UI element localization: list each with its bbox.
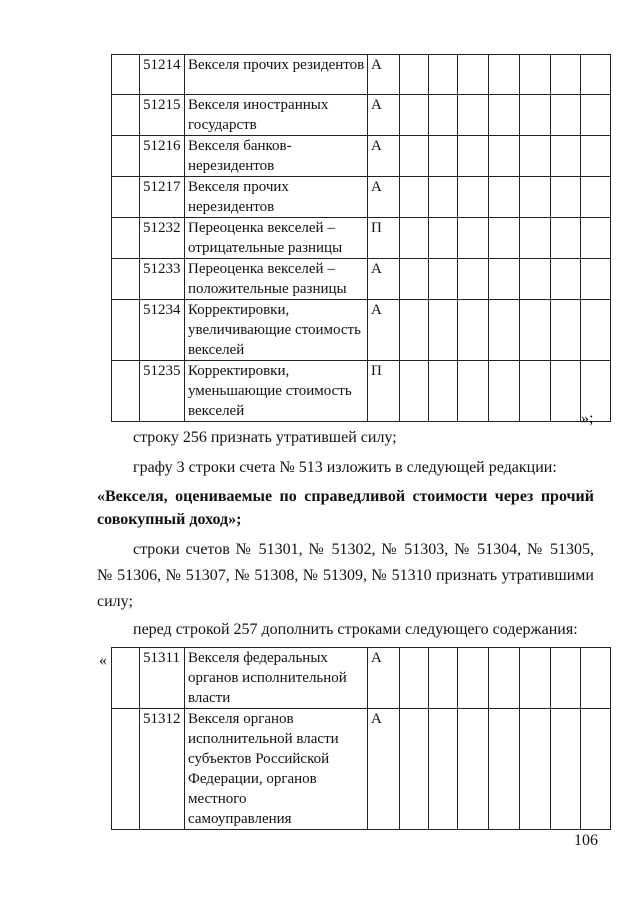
empty-cell [581,300,611,361]
account-code: 51312 [140,709,185,830]
blank-cell [112,648,140,709]
blank-cell [112,361,140,422]
table-row [112,709,611,830]
empty-cell [458,361,489,422]
empty-cell [489,259,520,300]
account-sign: А [368,709,400,830]
empty-cell [458,95,489,136]
account-code: 51235 [140,361,185,422]
empty-cell [400,361,429,422]
page-number: 106 [574,832,598,849]
empty-cell [400,259,429,300]
empty-cell [581,177,611,218]
account-name-line: Векселя прочих резидентов [188,57,365,73]
empty-cell [520,648,551,709]
blank-cell [112,259,140,300]
empty-cell [581,136,611,177]
table-row [112,136,611,177]
empty-cell [489,648,520,709]
blank-cell [112,55,140,95]
account-sign: А [368,95,400,136]
account-name [185,136,368,177]
blank-cell [112,136,140,177]
account-sign: А [368,648,400,709]
account-sign: П [368,361,400,422]
table-row [112,95,611,136]
account-name-line: Векселя иностранных [188,97,329,113]
empty-cell [400,136,429,177]
blank-cell [112,177,140,218]
account-name [185,218,368,259]
empty-cell [489,95,520,136]
empty-cell [429,361,458,422]
empty-cell [520,361,551,422]
empty-cell [551,709,581,830]
paragraph-add-rows: перед строкой 257 дополнить строками следующего содержания: [133,621,578,638]
empty-cell [520,218,551,259]
account-code: 51215 [140,95,185,136]
account-name-line: Переоценка векселей – [188,261,335,277]
account-code: 51234 [140,300,185,361]
empty-cell [581,709,611,830]
empty-cell [581,218,611,259]
table-row [112,259,611,300]
empty-cell [458,648,489,709]
empty-cell [551,259,581,300]
accounts-table-2 [111,647,611,830]
empty-cell [458,136,489,177]
account-name [185,55,368,95]
empty-cell [429,218,458,259]
empty-cell [551,300,581,361]
empty-cell [520,259,551,300]
account-name [185,709,368,830]
empty-cell [581,648,611,709]
account-name-line: государств [188,117,257,133]
empty-cell [400,218,429,259]
account-name-line: Корректировки, [188,302,290,318]
account-name [185,259,368,300]
paragraph-accounts-line-1: строки счетов № 51301, № 51302, № 51303, № 51304, № 51305, [133,541,594,558]
empty-cell [551,218,581,259]
new-wording-line-1: «Векселя, оцениваемые по справедливой стоимости через прочий [97,488,594,505]
empty-cell [429,95,458,136]
empty-cell [429,177,458,218]
account-name-line: самоуправления [188,811,292,827]
table-row [112,361,611,422]
empty-cell [581,95,611,136]
account-name-line: местного [188,791,247,807]
account-name-line: векселей [188,403,245,419]
account-name-line: субъектов Российской [188,751,330,767]
paragraph-row-256: строку 256 признать утратившей силу; [133,429,397,446]
account-name [185,95,368,136]
empty-cell [458,300,489,361]
account-code: 51311 [140,648,185,709]
account-sign: А [368,55,400,95]
account-code: 51217 [140,177,185,218]
empty-cell [458,177,489,218]
empty-cell [520,709,551,830]
empty-cell [489,709,520,830]
table-row [112,300,611,361]
empty-cell [400,95,429,136]
empty-cell [458,55,489,95]
account-name [185,361,368,422]
account-sign: А [368,136,400,177]
empty-cell [429,55,458,95]
account-name-line: Векселя прочих [188,179,289,195]
empty-cell [400,709,429,830]
empty-cell [489,136,520,177]
empty-cell [551,55,581,95]
account-name-line: органов исполнительной [188,670,347,686]
empty-cell [551,177,581,218]
blank-cell [112,300,140,361]
empty-cell [551,136,581,177]
account-name-line: Федерации, органов [188,771,317,787]
empty-cell [429,136,458,177]
account-name-line: положительные разницы [188,281,347,297]
table-row [112,55,611,95]
closing-quote: »; [581,410,594,427]
empty-cell [429,648,458,709]
empty-cell [429,259,458,300]
account-name-line: Векселя органов [188,711,294,727]
table-row [112,218,611,259]
empty-cell [520,177,551,218]
empty-cell [489,361,520,422]
empty-cell [520,55,551,95]
blank-cell [112,218,140,259]
account-name-line: Векселя банков- [188,138,292,154]
empty-cell [400,55,429,95]
empty-cell [458,259,489,300]
account-name-line: увеличивающие стоимость [188,322,361,338]
empty-cell [551,95,581,136]
account-code: 51232 [140,218,185,259]
account-name-line: нерезидентов [188,158,275,174]
account-name-line: векселей [188,342,245,358]
empty-cell [551,648,581,709]
empty-cell [400,177,429,218]
paragraph-accounts-line-2: № 51306, № 51307, № 51308, № 51309, № 51310 признать утратившими [97,567,594,584]
table-row [112,177,611,218]
empty-cell [551,361,581,422]
account-name-line: Корректировки, [188,363,290,379]
account-name-line: исполнительной власти [188,731,339,747]
empty-cell [581,259,611,300]
empty-cell [581,55,611,95]
empty-cell [458,709,489,830]
empty-cell [489,300,520,361]
paragraph-accounts-line-3: силу; [97,593,133,610]
empty-cell [489,177,520,218]
account-name [185,177,368,218]
table-row [112,648,611,709]
account-name-line: Векселя федеральных [188,650,328,666]
account-name [185,300,368,361]
account-sign: А [368,259,400,300]
account-name-line: отрицательные разницы [188,240,343,256]
empty-cell [520,136,551,177]
empty-cell [400,300,429,361]
account-sign: П [368,218,400,259]
empty-cell [489,218,520,259]
empty-cell [520,95,551,136]
account-name-line: нерезидентов [188,199,275,215]
empty-cell [429,300,458,361]
account-code: 51216 [140,136,185,177]
empty-cell [489,55,520,95]
account-name [185,648,368,709]
account-name-line: уменьшающие стоимость [188,383,352,399]
empty-cell [520,300,551,361]
empty-cell [400,648,429,709]
account-sign: А [368,177,400,218]
account-name-line: власти [188,690,231,706]
empty-cell [429,709,458,830]
paragraph-column-3: графу 3 строки счета № 513 изложить в следующей редакции: [133,459,557,476]
account-code: 51233 [140,259,185,300]
blank-cell [112,709,140,830]
accounts-table-1 [111,54,611,422]
account-code: 51214 [140,55,185,95]
empty-cell [458,218,489,259]
opening-quote: « [99,652,107,669]
account-name-line: Переоценка векселей – [188,220,335,236]
new-wording-line-2: совокупный доход»; [97,511,242,528]
blank-cell [112,95,140,136]
account-sign: А [368,300,400,361]
